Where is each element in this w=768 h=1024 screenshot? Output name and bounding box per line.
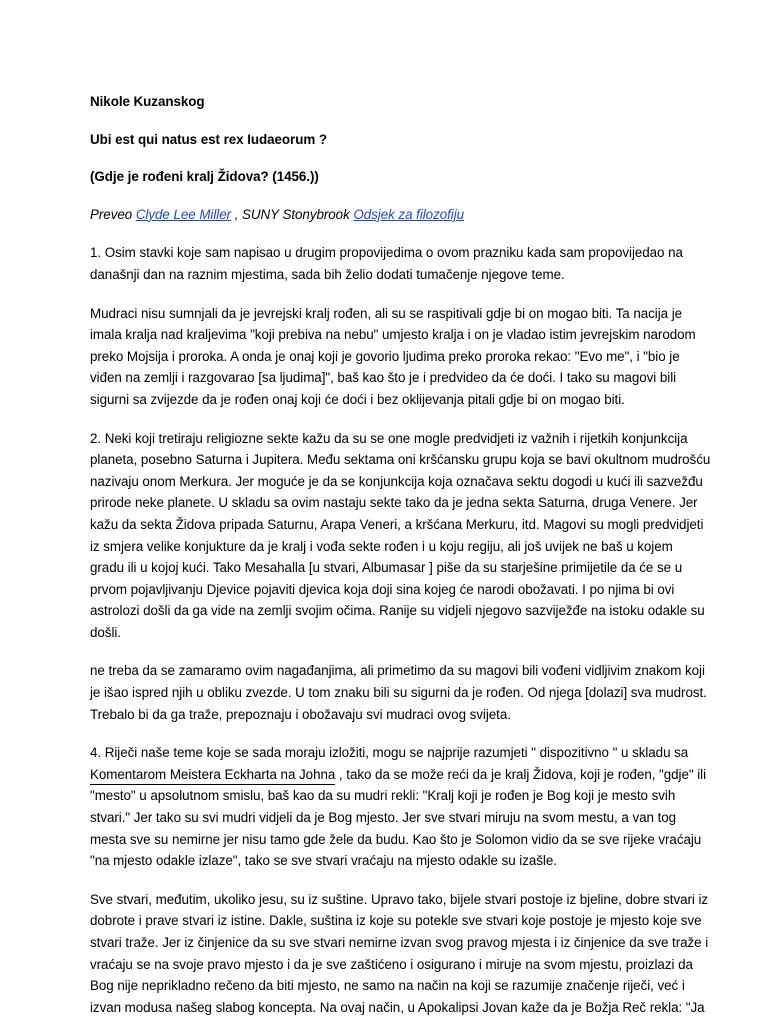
text-line: je išao ispred njih u obliku zvezde. U tom znaku bili su sigurni da je rođen. Od njega [dolazi] sva mudrost. [90, 685, 707, 701]
text-line: 1. Osim stavki koje sam napisao u drugim propovijedima o ovom prazniku kada sam propovijedao na [90, 245, 683, 261]
paragraph-5 [90, 742, 718, 872]
text-line: , tako da se može reći da je kralj Židova, koji je rođen, "gdje" ili [335, 766, 707, 782]
text-line: stvari traže. Jer iz činjenice da su sve stvari nemirne izvan svog pravog mjesta i iz činjenice da sve traže i [90, 935, 709, 950]
text-line: Bog nije neprikladno rečeno da biti mjesto, ne samo na način na koji se razumije značenje riječi, već i [90, 978, 685, 994]
text-line: prirode neke planete. U skladu sa ovim nastaju sekte tako da je jedna sekta Saturna, druga Venere. Jer [90, 495, 698, 511]
text-line: izvan modusa našeg slabog koncepta. Na ovaj način, u Apokalipsi Jovan kaže da je Božja Reč rekla: "Ja [90, 999, 705, 1015]
text-line: 4. Riječi naše teme koje se sada moraju izložiti, mogu se najprije razumjeti " dispozitivno " u skladu sa [90, 745, 689, 761]
text-line: "na mjesto odakle izlaze", tako se sve stvari vraćaju na mjesto odakle su izašle. [90, 853, 557, 869]
text-line: došli. [90, 624, 121, 640]
text-line: "mesto" u apsolutnom smislu, baš kao da su mudri rekli: "Kralj koji je rođen je Bog koji je mesto svih [90, 788, 676, 804]
text-line: sigurni sa zvijezde da je rođen onaj koji će doći i bez oklijevanja pitali gdje bi on mogao biti. [90, 391, 625, 407]
translator-link[interactable]: Clyde Lee Miller [135, 206, 232, 222]
text-line: stvari." Jer tako su svi mudri vidjeli da je Bog mjesto. Jer sve stvari miruju na svom mestu, a van tog [90, 810, 677, 826]
text-line: astrolozi došli da ga vide na zemlji svojim očima. Ranije su vidjeli njegovo sazviježđe na istoku odakle su [90, 603, 705, 619]
paragraph-3 [90, 428, 718, 644]
author-heading: Nikole Kuzanskog [90, 94, 205, 109]
text-line: Sve stvari, međutim, ukoliko jesu, su iz suštine. Upravo tako, bijele stvari postoje iz bjeline, dobre stvari iz [90, 891, 709, 907]
paragraph-6 [90, 889, 718, 1019]
text-line: preko Mojsija i proroka. A onda je onaj koji je govorio ljudima preko proroka rekao: "Evo me", i "bio je [90, 348, 680, 364]
paragraph-2 [90, 303, 718, 411]
text-line: gradu ili u kojoj kući. Tako Mesahalla [u stvari, Albumasar ] piše da su starješine primijetile da će se u [90, 560, 683, 576]
text-line: dobrote i prave stvari iz istine. Dakle, suština iz koje su potekle sve stvari koje postoje je mjesto koje sve [90, 913, 702, 929]
credit-prefix: Preveo [90, 206, 136, 222]
text-line: ne treba da se zamaramo ovim nagađanjima, ali primetimo da su magovi bili vođeni vidljivim znakom koji [90, 663, 705, 679]
text-line: prvom pojavljivanju Djevice pojaviti djevica koja doji sina kojeg će narodi obožavati. I po njima bi ovi [90, 581, 675, 597]
text-line: mesta sve su nemirne jer nisu tamo gde žele da budu. Kao što je Solomon vidio da se sve rijeke vraćaju [90, 831, 702, 847]
text-line: iz smjera velike konjukture da je kralj i vođa sekte rođen i u koju regiju, ali još uvijek ne baš u kojem [90, 538, 673, 554]
latin-title: Ubi est qui natus est rex Iudaeorum ? [90, 131, 327, 147]
text-line: današnji dan na raznim mjestima, sada bih želio dodati tumačenje njegove teme. [90, 266, 565, 282]
text-line: imala kralja nad kraljevima "koji prebiva na nebu" umjesto kralja i on je vladao istim jevrejskim narodom [90, 327, 696, 343]
text-line: kažu da sekta Židova pripada Saturnu, Arapa Veneri, a kršćana Merkuru, itd. Magovi su mogli predvidjeti [90, 516, 704, 532]
credit-middle: , SUNY Stonybrook [231, 206, 354, 222]
department-link[interactable]: Odsjek za filozofiju [353, 206, 465, 222]
text-line: Mudraci nisu sumnjali da je jevrejski kralj rođen, ali su se raspitivali gdje bi on mogao biti. Ta nacija je [90, 305, 683, 321]
text-line: Trebalo bi da ga traže, prepoznaju i obožavaju svi mudraci ovog svijeta. [90, 706, 511, 722]
paragraph-1 [90, 242, 718, 285]
text-line: nazivaju onom Merkura. Jer moguće je da se konjunkcija koja označava sektu dogodi u kući ili sazvežđu [90, 473, 703, 489]
text-line: 2. Neki koji tretiraju religiozne sekte kažu da su se one mogle predvidjeti iz važnih i rijetkih konjunkcija [90, 430, 688, 446]
text-line: viđen na zemlji i razgovarao [sa ljudima]", baš kao što je i predvideo da će doći. I tako su magovi bili [90, 370, 677, 386]
translation-credit [90, 204, 718, 226]
text-line: planeta, posebno Saturna i Jupitera. Među sektama oni kršćansku grupu koja se bavi okultnom mudrošću [90, 452, 711, 468]
local-title: (Gdje je rođeni kralj Židova? (1456.)) [90, 169, 319, 185]
text-line: vraćaju se na svoje pravo mjesto i da je sve zaštićeno i osigurano i miruje na svom mjestu, proizlazi da [90, 956, 693, 972]
eckhart-commentary-link[interactable]: Komentarom Meistera Eckharta na Johna [90, 766, 335, 785]
paragraph-4 [90, 660, 718, 725]
